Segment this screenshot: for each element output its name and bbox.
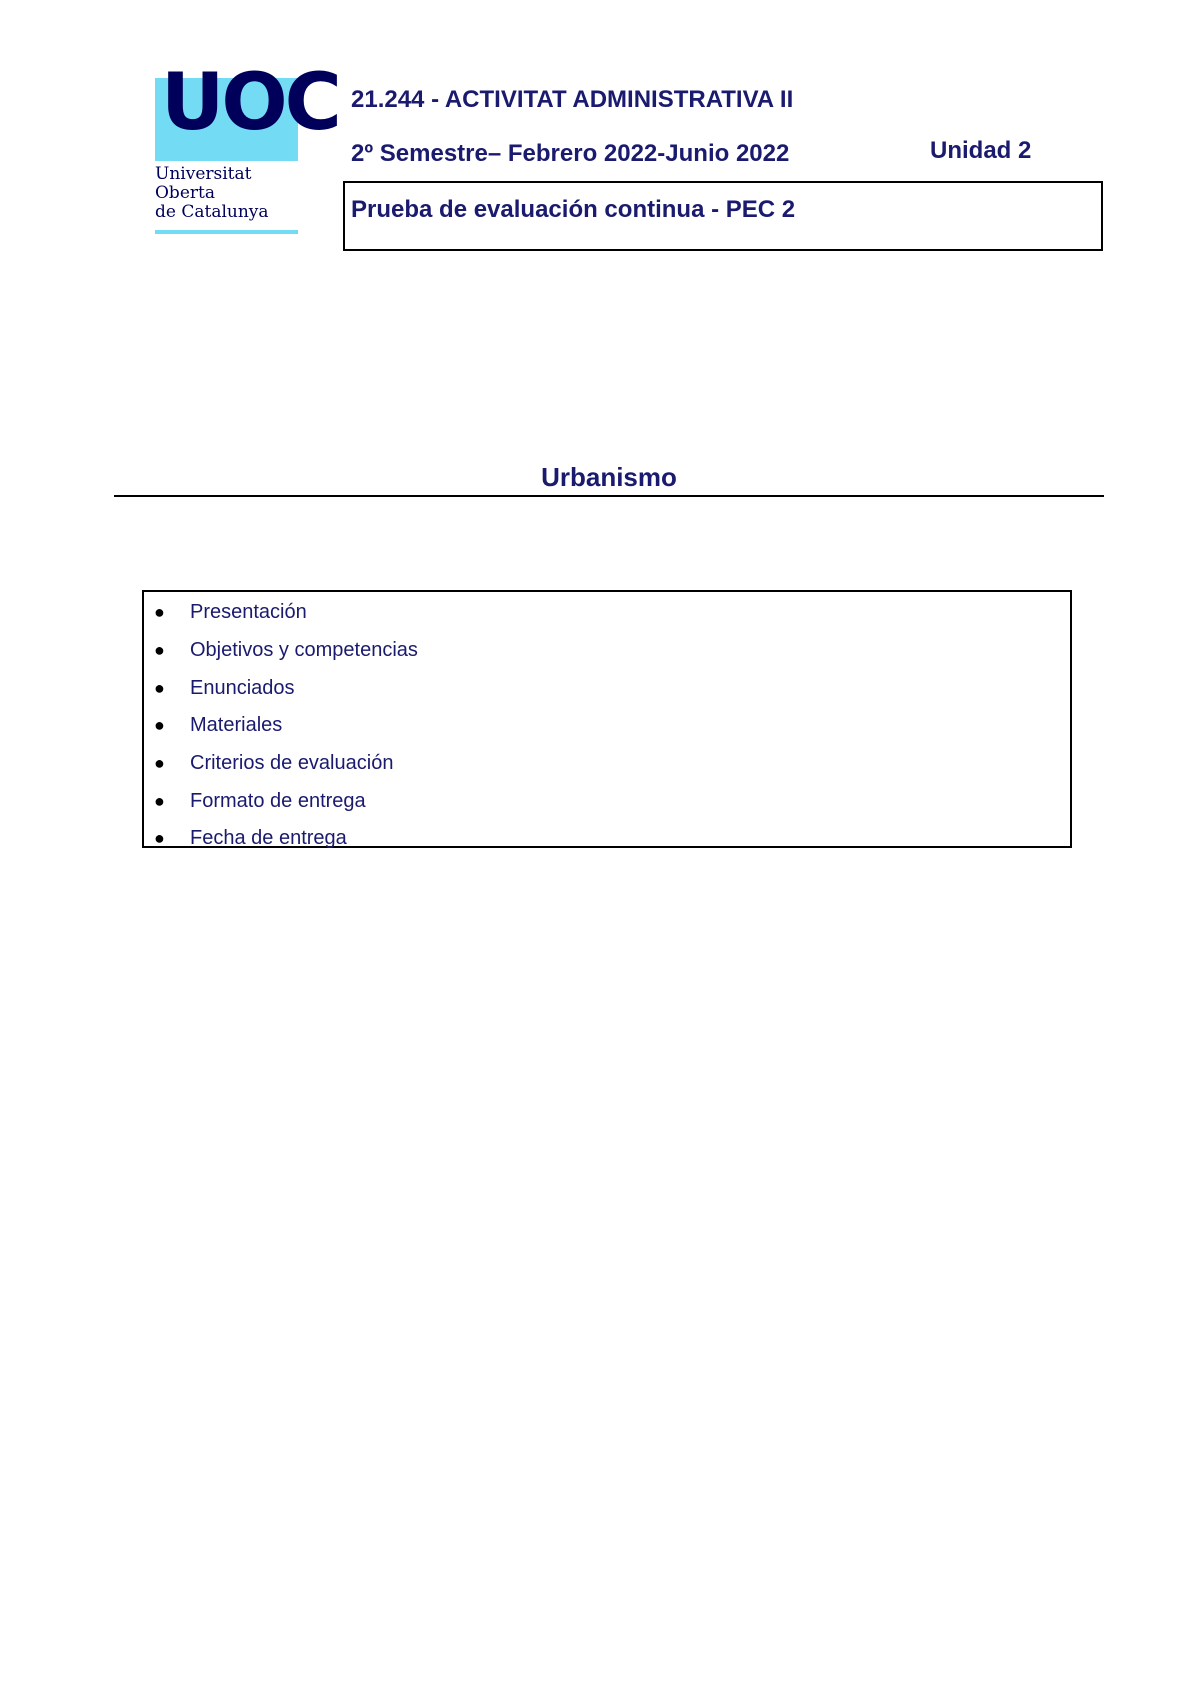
list-item bbox=[144, 632, 418, 670]
list-item bbox=[144, 820, 418, 858]
logo-line-3: de Catalunya bbox=[155, 202, 269, 222]
contents-box bbox=[142, 590, 1072, 848]
list-item-label: Fecha de entrega bbox=[190, 827, 347, 850]
unit-label: Unidad 2 bbox=[930, 137, 1032, 164]
section-title: Urbanismo bbox=[541, 462, 677, 492]
list-item-label: Enunciados bbox=[190, 676, 295, 699]
list-item-label: Materiales bbox=[190, 714, 283, 737]
bullet-icon: ● bbox=[154, 640, 165, 661]
bullet-icon: ● bbox=[154, 828, 165, 849]
list-item bbox=[144, 594, 418, 632]
logo-wordmark bbox=[155, 165, 300, 222]
list-item bbox=[144, 745, 418, 783]
test-title: Prueba de evaluación continua - PEC 2 bbox=[351, 196, 796, 223]
bullet-icon: ● bbox=[154, 677, 165, 698]
section-divider bbox=[114, 495, 1104, 497]
list-item-label: Objetivos y competencias bbox=[190, 639, 418, 662]
bullet-icon: ● bbox=[154, 602, 165, 623]
logo-line-2: Oberta bbox=[155, 183, 215, 203]
list-item-label: Presentación bbox=[190, 601, 307, 624]
contents-list bbox=[144, 594, 418, 858]
course-code: 21.244 - ACTIVITAT ADMINISTRATIVA II bbox=[351, 86, 794, 113]
list-item bbox=[144, 669, 418, 707]
logo-mark-letters: UOC bbox=[161, 58, 339, 148]
list-item bbox=[144, 782, 418, 820]
test-title-box bbox=[343, 181, 1103, 251]
logo-line-1: Universitat bbox=[155, 164, 252, 184]
uoc-logo bbox=[155, 58, 339, 234]
logo-underline bbox=[155, 230, 298, 234]
bullet-icon: ● bbox=[154, 753, 165, 774]
bullet-icon: ● bbox=[154, 790, 165, 811]
list-item-label: Criterios de evaluación bbox=[190, 752, 394, 775]
list-item bbox=[144, 707, 418, 745]
logo-mark bbox=[155, 58, 339, 161]
list-item-label: Formato de entrega bbox=[190, 789, 366, 812]
bullet-icon: ● bbox=[154, 715, 165, 736]
semester: 2º Semestre– Febrero 2022-Junio 2022 bbox=[351, 140, 790, 167]
